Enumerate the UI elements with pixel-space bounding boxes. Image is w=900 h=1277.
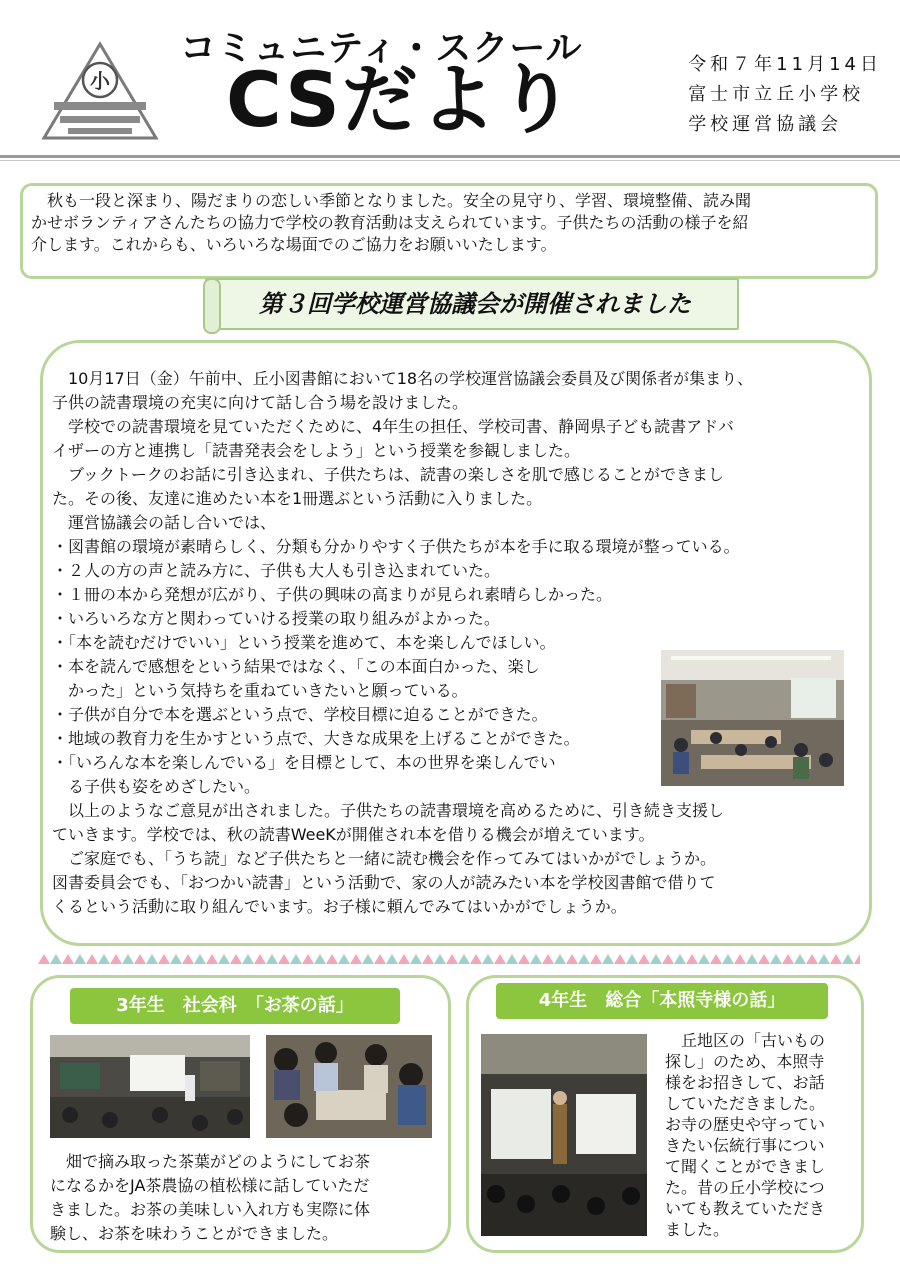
header-meta <box>688 50 882 140</box>
emblem-char: 小 <box>90 69 110 93</box>
article-line: 図書委員会でも、「おつかい読書」という活動で、家の人が読みたい本を学校図書館で借りて <box>52 873 716 892</box>
article-line: る子供も姿をめざしたい。 <box>52 777 261 796</box>
council-name: 学校運営協議会 <box>688 114 843 135</box>
grade4-line: 様をお招きして、お話 <box>665 1073 825 1092</box>
intro-line: 介します。これからも、いろいろな場面でのご協力をお願いいたします。 <box>31 235 557 254</box>
article-line: ご家庭でも、「うち読」など子供たちと一緒に読む機会を作ってみてはいかがでしょうか。 <box>52 849 717 868</box>
article-title: 第３回学校運営協議会が開催されました <box>259 290 691 318</box>
article-line: 運営協議会の話し合いでは、 <box>52 513 277 532</box>
article-line: ・いろいろな方と関わっていける授業の取り組みがよかった。 <box>52 609 500 628</box>
article-line: ・本を読んで感想をという結果ではなく、「この本面白かった、楽し <box>52 657 540 676</box>
article-line: くるという活動に取り組んでいます。お子様に頼んでみてはいかがでしょうか。 <box>52 897 627 916</box>
article-line: ・地域の教育力を生かすという点で、大きな成果を上げることができた。 <box>52 729 580 748</box>
article-line: イザーの方と連携し「読書発表会をしよう」という授業を参観しました。 <box>52 441 581 460</box>
library-photo <box>661 650 844 786</box>
article-line: ・図書館の環境が素晴らしく、分類も分かりやすく子供たちが本を手に取る環境が整っている。 <box>52 537 740 556</box>
grade3-line: になるかをJA茶農協の植松様に話していただ <box>50 1176 370 1195</box>
grade4-line: 探し」のため、本照寺 <box>665 1052 825 1071</box>
article-line: ・子供が自分で本を選ぶという点で、学校目標に迫ることができた。 <box>52 705 548 724</box>
intro-box <box>20 183 878 279</box>
article-line: 以上のようなご意見が出されました。子供たちの読書環境を高めるために、引き続き支援し <box>52 801 725 820</box>
grade4-body <box>665 1030 825 1240</box>
intro-line: かせボランティアさんたちの協力で学校の教育活動は支えられています。子供たちの活動の様子を紹 <box>31 213 749 232</box>
grade4-line: ました。 <box>665 1220 730 1239</box>
grade4-tag: 4年生 総合「本照寺様の話」 <box>496 983 828 1019</box>
header-divider-thin <box>0 160 900 161</box>
intro-line: 秋も一段と深まり、陽だまりの恋しい季節となりました。安全の見守り、学習、環境整備、読み聞 <box>47 191 752 210</box>
article-line: かった」という気持ちを重ねていきたいと願っている。 <box>52 681 468 700</box>
grade3-line: 畑で摘み取った茶葉がどのようにしてお茶 <box>50 1152 371 1171</box>
zigzag-divider <box>38 952 860 964</box>
article-body <box>52 367 753 919</box>
school-name: 富士市立丘小学校 <box>688 84 865 105</box>
grade4-line: て聞くことができまし <box>665 1157 826 1176</box>
header-divider <box>0 155 900 158</box>
article-line: 10月17日（金）午前中、丘小図書館において18名の学校運営協議会委員及び関係者が集まり、 <box>52 369 754 388</box>
newsletter-subtitle: コミュニティ・スクール <box>180 28 583 69</box>
article-line: 子供の読書環境の充実に向けて話し合う場を設けました。 <box>52 393 469 412</box>
ribbon-curl <box>203 278 221 334</box>
grade3-line: 験し、お茶を味わうことができました。 <box>50 1224 339 1243</box>
article-line: 学校での読書環境を見ていただくために、4年生の担任、学校司書、静岡県子ども読書アドバ <box>52 417 734 436</box>
issue-date: 令和７年11月14日 <box>688 54 882 75</box>
grade4-line: きたい伝統行事につい <box>665 1136 825 1155</box>
article-line: ブックトークのお話に引き込まれ、子供たちは、読書の楽しさを肌で感じることができまし <box>52 465 724 484</box>
grade3-photo-classroom <box>50 1035 250 1138</box>
grade3-body <box>50 1150 370 1246</box>
grade3-tag: 3年生 社会科 「お茶の話」 <box>70 988 400 1024</box>
grade4-line: 丘地区の「古いもの <box>665 1031 826 1050</box>
article-line: ・１冊の本から発想が広がり、子供の興味の高まりが見られ素晴らしかった。 <box>52 585 613 604</box>
article-line: た。その後、友達に進めたい本を1冊選ぶという活動に入りました。 <box>52 489 543 508</box>
article-line: ・２人の方の声と読み方に、子供も大人も引き込まれていた。 <box>52 561 501 580</box>
grade3-photo-students <box>266 1035 432 1138</box>
article-line: ・「本を読むだけでいい」という授業を進めて、本を楽しんでほしい。 <box>52 633 556 652</box>
grade4-line: た。昔の丘小学校につ <box>665 1178 825 1197</box>
article-line: ・「いろんな本を楽しんでいる」を目標として、本の世界を楽しんでい <box>52 753 556 772</box>
school-emblem-icon <box>40 40 160 145</box>
newsletter-title: CSだより <box>226 55 576 144</box>
grade4-line: お寺の歴史や守ってい <box>665 1115 826 1134</box>
grade4-line: いても教えていただき <box>665 1199 826 1218</box>
grade4-photo-temple-talk <box>481 1034 647 1236</box>
grade4-line: していただきました。 <box>665 1094 826 1113</box>
article-line: ていきます。学校では、秋の読書WeeKが開催され本を借りる機会が増えています。 <box>52 825 655 844</box>
grade3-line: きました。お茶の美味しい入れ方も実際に体 <box>50 1200 371 1219</box>
